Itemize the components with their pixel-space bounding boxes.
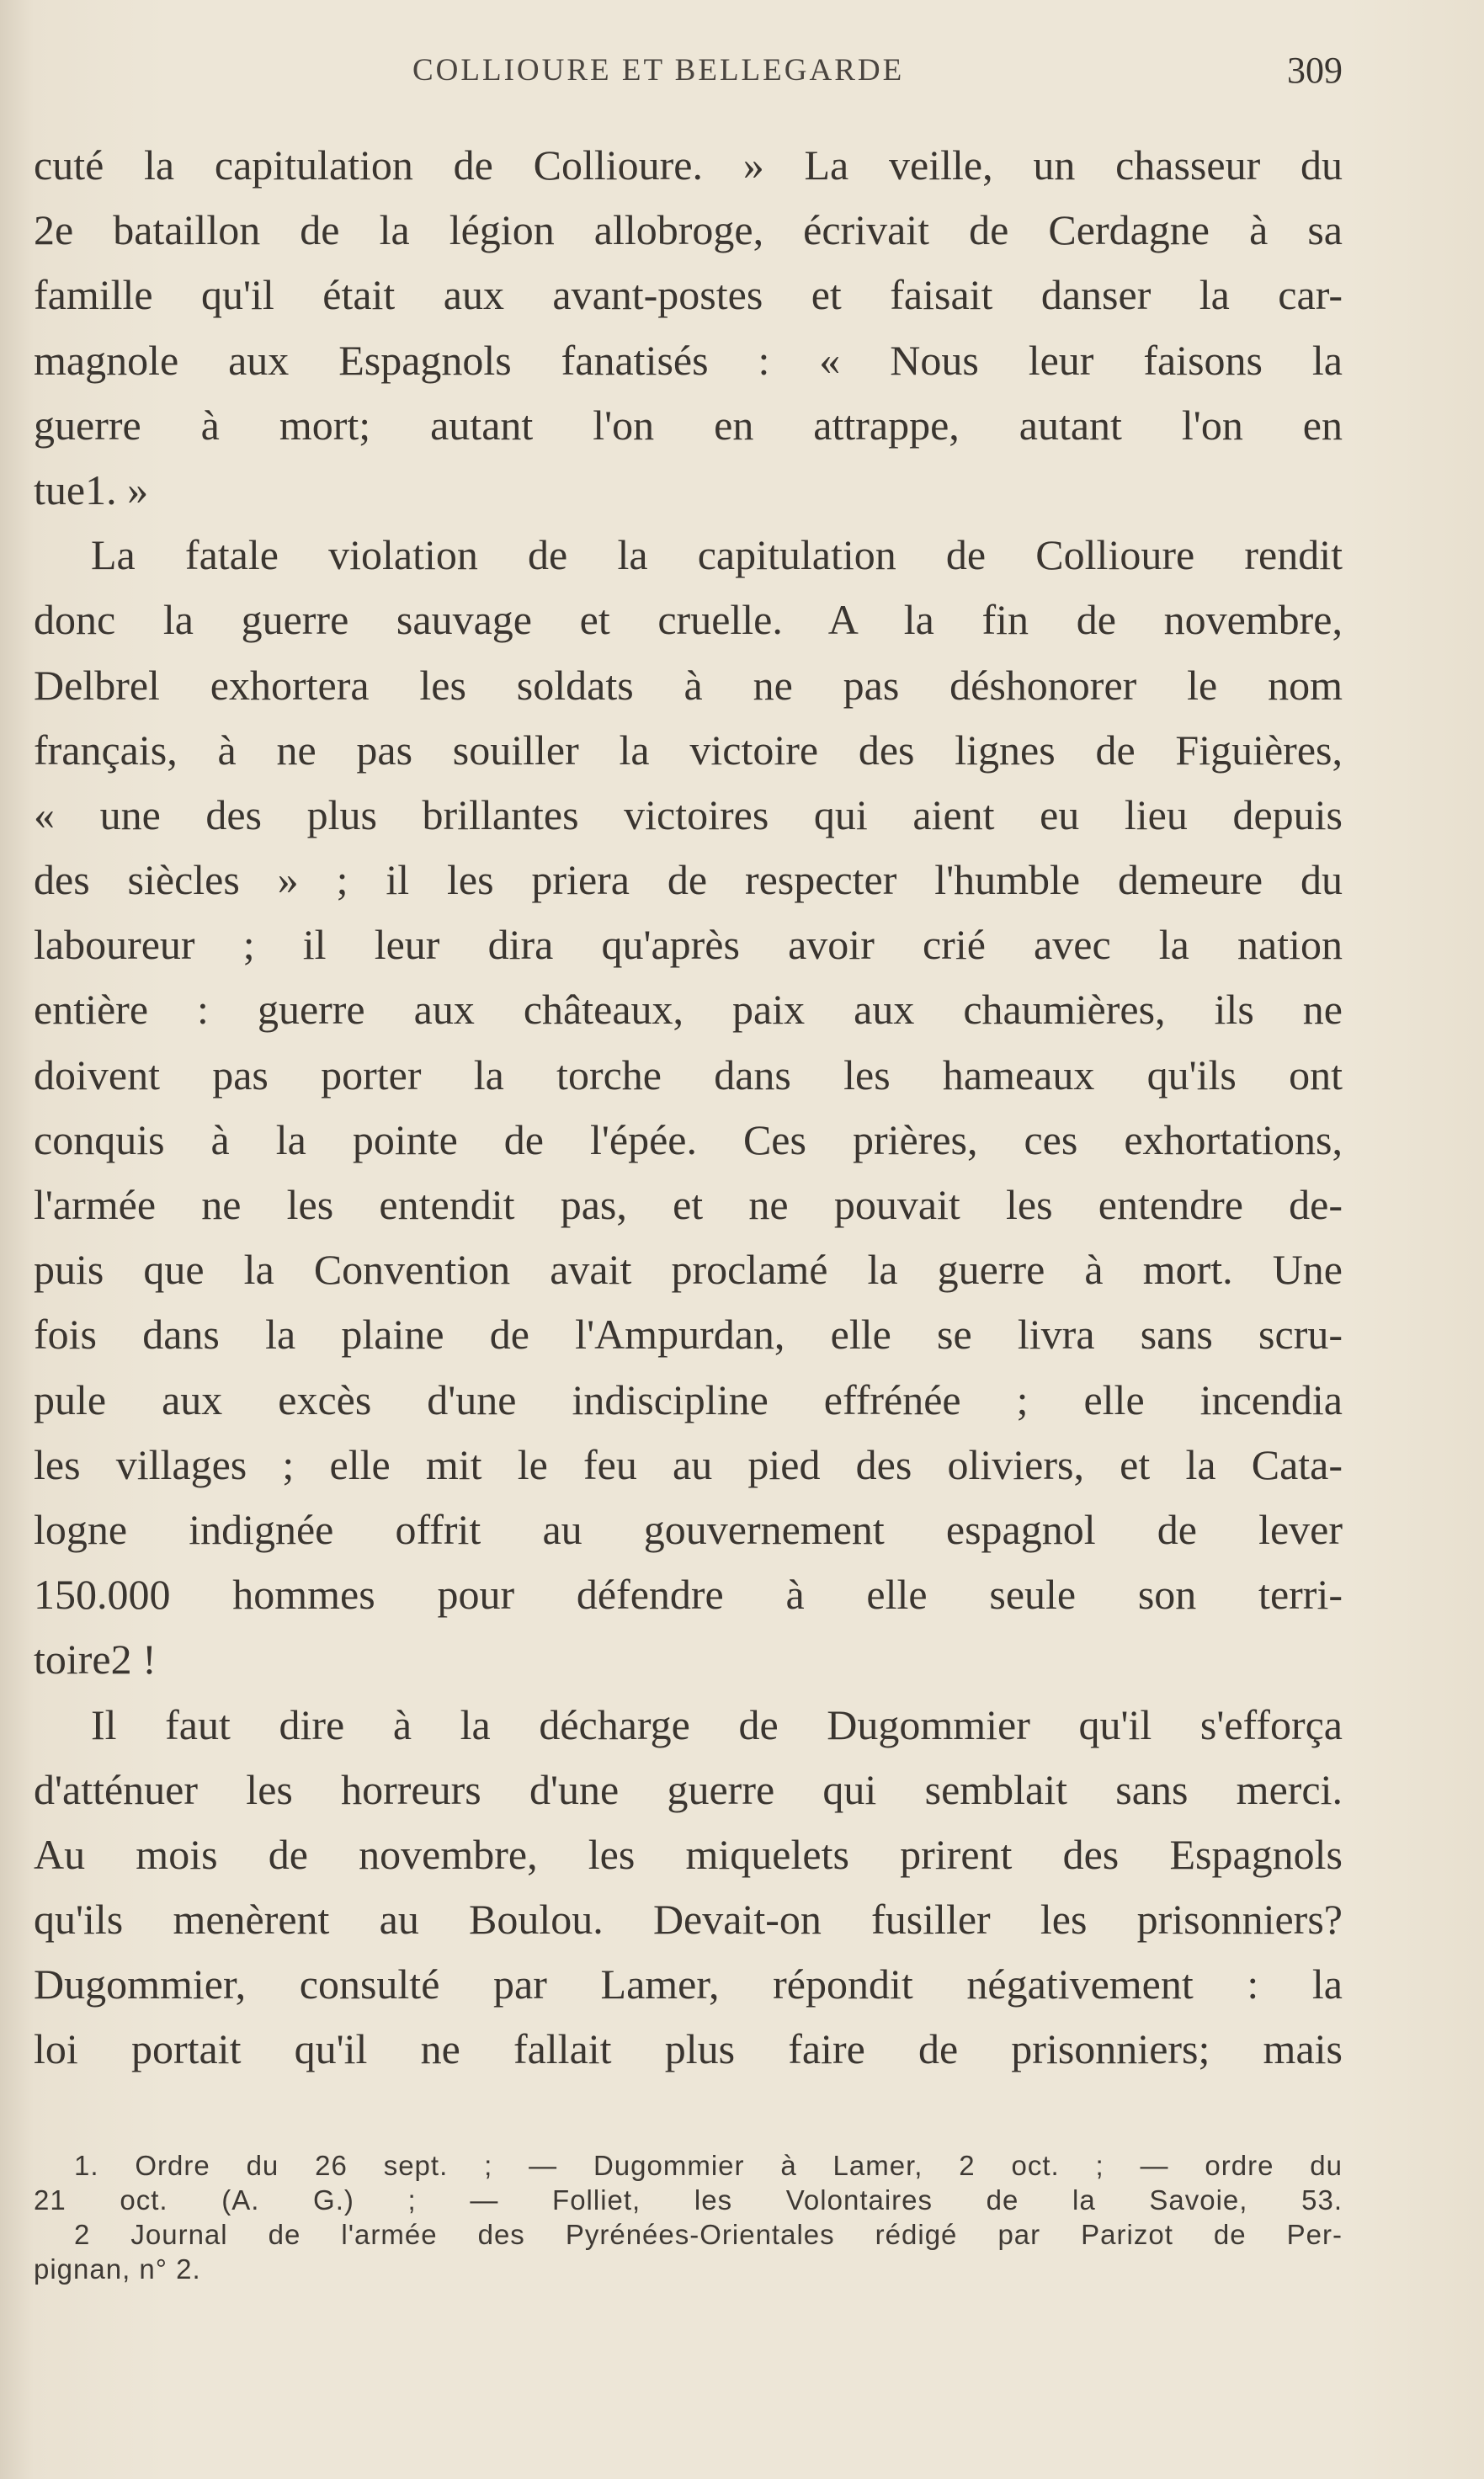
footnote-line: 21 oct. (A. G.) ; — Folliet, les Volontaires de la Savoie, 53.: [34, 2184, 1343, 2216]
text-line: Il faut dire à la décharge de Dugommier qu'il s'efforça: [91, 1700, 1343, 1748]
text-line: 2e bataillon de la légion allobroge, écrivait de Cerdagne à sa: [34, 206, 1343, 254]
text-line: 150.000 hommes pour défendre à elle seule son terri-: [34, 1571, 1343, 1619]
text-line: conquis à la pointe de l'épée. Ces prières, ces exhortations,: [34, 1115, 1343, 1163]
text-line: Delbrel exhortera les soldats à ne pas déshonorer le nom: [34, 661, 1343, 709]
body-text: [34, 133, 1343, 2083]
text-line: loi portait qu'il ne fallait plus faire de prisonniers; mais: [34, 2025, 1343, 2073]
text-line: l'armée ne les entendit pas, et ne pouvait les entendre de-: [34, 1181, 1343, 1228]
footnotes: [34, 2148, 1343, 2286]
page-number: 309: [1287, 50, 1343, 91]
text-line: cuté la capitulation de Collioure. » La veille, un chasseur du: [34, 141, 1343, 189]
text-line: Au mois de novembre, les miquelets prirent des Espagnols: [34, 1830, 1343, 1878]
text-line: logne indignée offrit au gouvernement espagnol de lever: [34, 1505, 1343, 1553]
text-line: Dugommier, consulté par Lamer, répondit négativement : la: [34, 1960, 1343, 2008]
footnote-line: pignan, n° 2.: [34, 2253, 201, 2285]
text-line: toire2 !: [34, 1636, 157, 1684]
text-line: guerre à mort; autant l'on en attrappe, autant l'on en: [34, 401, 1343, 449]
page-header: [34, 52, 1343, 103]
text-line: d'atténuer les horreurs d'une guerre qui semblait sans merci.: [34, 1765, 1343, 1813]
text-line: pule aux excès d'une indiscipline effrénée ; elle incendia: [34, 1375, 1343, 1423]
text-line: des siècles » ; il les priera de respecter l'humble demeure du: [34, 856, 1343, 904]
text-line: français, à ne pas souiller la victoire des lignes de Figuières,: [34, 726, 1343, 774]
text-line: « une des plus brillantes victoires qui aient eu lieu depuis: [34, 790, 1343, 838]
running-head: COLLIOURE ET BELLEGARDE: [412, 53, 905, 88]
text-line: les villages ; elle mit le feu au pied des oliviers, et la Cata-: [34, 1440, 1343, 1488]
text-line: magnole aux Espagnols fanatisés : « Nous leur faisons la: [34, 336, 1343, 384]
footnote-line: 2 Journal de l'armée des Pyrénées-Orientales rédigé par Parizot de Per-: [74, 2219, 1343, 2250]
text-line: tue1. »: [34, 465, 149, 513]
text-line: La fatale violation de la capitulation de Collioure rendit: [91, 531, 1343, 579]
text-line: fois dans la plaine de l'Ampurdan, elle se livra sans scru-: [34, 1311, 1343, 1359]
text-line: entière : guerre aux châteaux, paix aux chaumières, ils ne: [34, 986, 1343, 1034]
text-line: laboureur ; il leur dira qu'après avoir crié avec la nation: [34, 921, 1343, 969]
text-line: donc la guerre sauvage et cruelle. A la fin de novembre,: [34, 596, 1343, 644]
text-line: famille qu'il était aux avant-postes et faisait danser la car-: [34, 271, 1343, 319]
footnote-line: 1. Ordre du 26 sept. ; — Dugommier à Lamer, 2 oct. ; — ordre du: [74, 2150, 1343, 2181]
text-line: doivent pas porter la torche dans les hameaux qu'ils ont: [34, 1051, 1343, 1099]
text-line: puis que la Convention avait proclamé la guerre à mort. Une: [34, 1246, 1343, 1294]
text-line: qu'ils menèrent au Boulou. Devait-on fusiller les prisonniers?: [34, 1896, 1343, 1944]
